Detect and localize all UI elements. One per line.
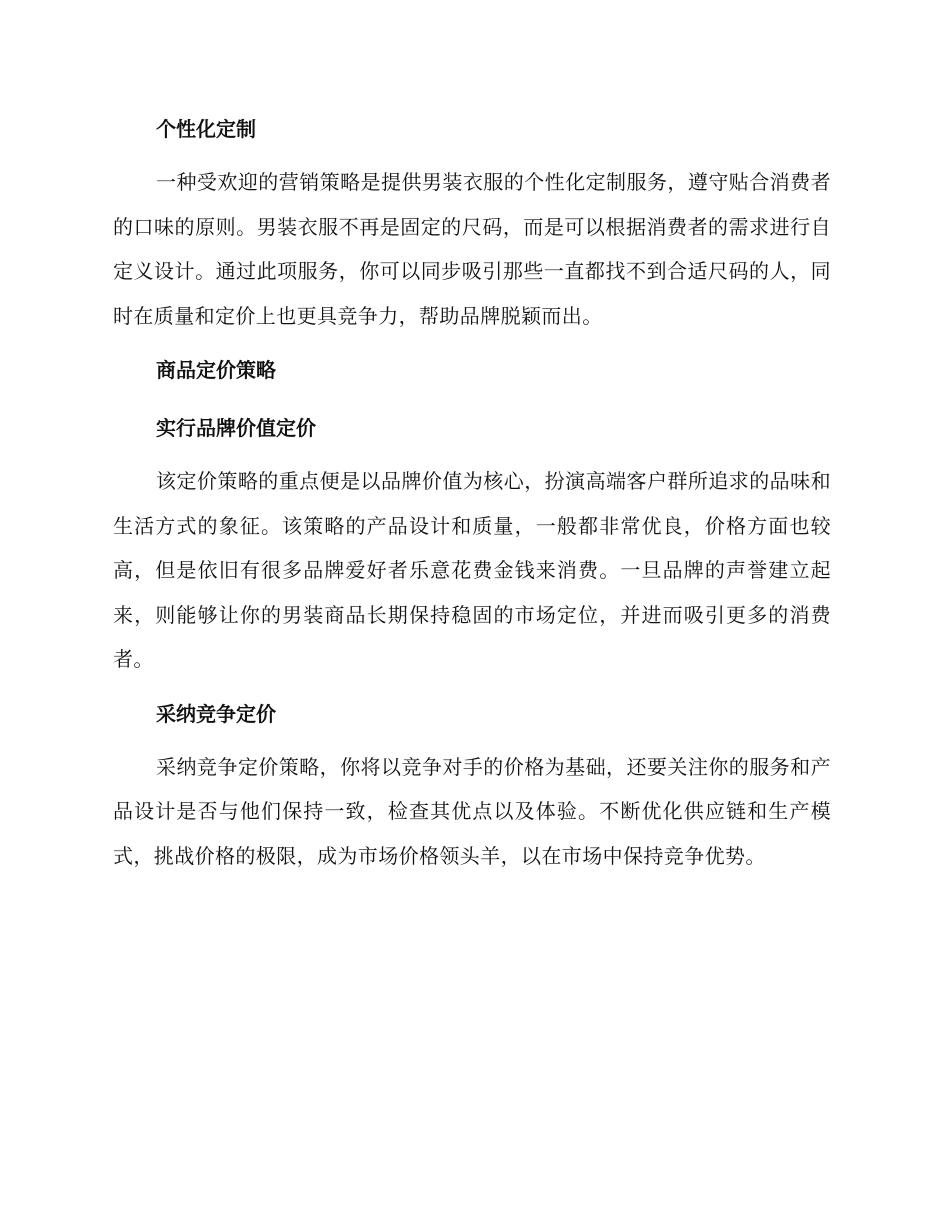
heading-competitive-pricing: 采纳竞争定价 [156, 701, 276, 726]
heading-brand-value-pricing: 实行品牌价值定价 [156, 416, 316, 440]
paragraph-brand-value-pricing: 该定价策略的重点便是以品牌价值为核心，扮演高端客户群所追求的品味和生活方式的象征。该策略的产品设计和质量，一般都非常优良，价格方面也较高，但是依旧有很多品牌爱好者乐意花费金钱来消费。一旦品牌的声誉建立起来，则能够让你的男装商品长期保持稳固的市场定位，并进而吸引更多的消费者。 [113, 469, 831, 671]
heading-customization: 个性化定制 [156, 117, 256, 141]
heading-pricing-strategy: 商品定价策略 [156, 358, 276, 382]
document-content [113, 111, 831, 878]
paragraph-customization: 一种受欢迎的营销策略是提供男装衣服的个性化定制服务，遵守贴合消费者的口味的原则。男装衣服不再是固定的尺码，而是可以根据消费者的需求进行自定义设计。通过此项服务，你可以同步吸引那些一直都找不到合适尺码的人，同时在质量和定价上也更具竞争力，帮助品牌脱颖而出。 [113, 170, 831, 328]
paragraph-competitive-pricing: 采纳竞争定价策略，你将以竞争对手的价格为基础，还要关注你的服务和产品设计是否与他们保持一致，检查其优点以及体验。不断优化供应链和生产模式，挑战价格的极限，成为市场价格领头羊，以在市场中保持竞争优势。 [113, 754, 831, 868]
